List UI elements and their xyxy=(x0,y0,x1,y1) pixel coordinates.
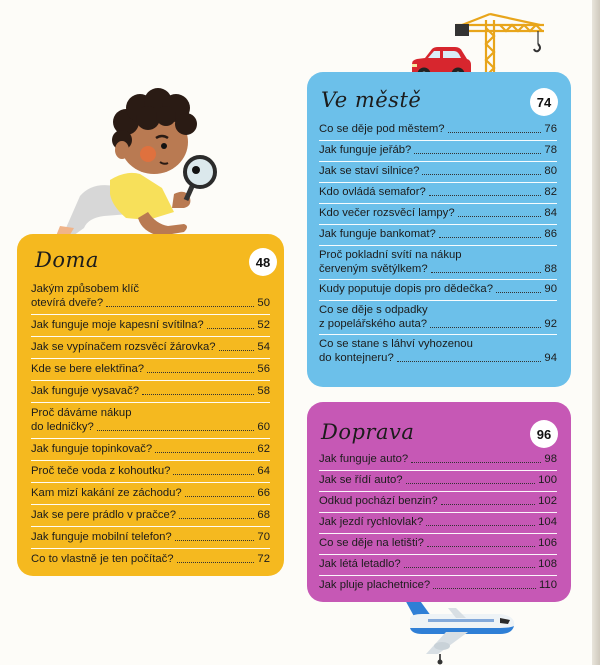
toc-item-text-line1: Jakým způsobem klíč xyxy=(31,283,139,295)
dot-leader xyxy=(177,562,255,563)
toc-item-text-line1: Co se děje s odpadky xyxy=(319,304,428,316)
dot-leader xyxy=(433,588,536,589)
toc-item-page: 54 xyxy=(257,341,270,353)
toc-item-text: Jak se staví silnice? xyxy=(319,165,420,177)
toc-item[interactable] xyxy=(31,282,270,315)
dot-leader xyxy=(207,328,255,329)
toc-item-text: Kudy poputuje dopis pro dědečka? xyxy=(319,283,493,295)
toc-item-page: 104 xyxy=(538,516,557,528)
toc-item[interactable] xyxy=(31,362,270,381)
toc-item-page: 90 xyxy=(544,283,557,295)
toc-item-text: Jak funguje topinkovač? xyxy=(31,443,153,455)
dot-leader xyxy=(427,546,535,547)
section-title: Doprava xyxy=(321,420,415,444)
section-mesto xyxy=(307,72,571,387)
section-page-badge: 96 xyxy=(530,420,558,448)
toc-item-text: Proč teče voda z kohoutku? xyxy=(31,465,171,477)
section-title: Ve městě xyxy=(321,88,422,112)
toc-item[interactable] xyxy=(31,552,270,570)
toc-item-text: Jak funguje moje kapesní svítilna? xyxy=(31,319,204,331)
toc-item-page: 72 xyxy=(257,553,270,565)
toc-item-page: 106 xyxy=(538,537,557,549)
dot-leader xyxy=(411,462,541,463)
toc-item-text: Odkud pochází benzin? xyxy=(319,495,438,507)
toc-item-text: Jak jezdí rychlovlak? xyxy=(319,516,424,528)
toc-item[interactable] xyxy=(319,143,557,162)
toc-item-text: Jak funguje vysavač? xyxy=(31,385,140,397)
toc-item-text: do ledničky? xyxy=(31,421,94,433)
toc-item-text: Jak funguje jeřáb? xyxy=(319,144,412,156)
toc-item[interactable] xyxy=(319,164,557,183)
dot-leader xyxy=(185,496,255,497)
toc-item-text: Jak funguje auto? xyxy=(319,453,409,465)
toc-item[interactable] xyxy=(319,282,557,301)
dot-leader xyxy=(429,195,542,196)
toc-item-page: 100 xyxy=(538,474,557,486)
toc-item-text: Jak se vypínačem rozsvěcí žárovka? xyxy=(31,341,216,353)
toc-item[interactable] xyxy=(319,185,557,204)
dot-leader xyxy=(147,372,254,373)
dot-leader xyxy=(430,327,541,328)
toc-item-page: 62 xyxy=(257,443,270,455)
toc-item-text: otevírá dveře? xyxy=(31,297,104,309)
toc-item[interactable] xyxy=(319,227,557,246)
toc-item-page: 80 xyxy=(544,165,557,177)
toc-item-text-line1: Co se stane s láhví vyhozenou xyxy=(319,338,473,350)
toc-item-page: 86 xyxy=(544,228,557,240)
toc-item[interactable] xyxy=(31,464,270,483)
toc-item[interactable] xyxy=(31,508,270,527)
toc-item[interactable] xyxy=(319,337,557,368)
toc-item-page: 94 xyxy=(544,352,557,364)
section-doprava xyxy=(307,402,571,602)
toc-item-text: Jak se řídí auto? xyxy=(319,474,403,486)
toc-item-page: 68 xyxy=(257,509,270,521)
toc-item-page: 50 xyxy=(257,297,270,309)
toc-item[interactable] xyxy=(319,122,557,141)
toc-item[interactable] xyxy=(31,406,270,439)
toc-item-page: 78 xyxy=(544,144,557,156)
toc-item-text: Jak se pere prádlo v pračce? xyxy=(31,509,177,521)
toc-item-text: Kam mizí kakání ze záchodu? xyxy=(31,487,182,499)
toc-item[interactable] xyxy=(319,536,557,555)
toc-item[interactable] xyxy=(319,515,557,534)
toc-item-page: 70 xyxy=(257,531,270,543)
toc-item-page: 56 xyxy=(257,363,270,375)
dot-leader xyxy=(173,474,254,475)
dot-leader xyxy=(426,525,535,526)
toc-item[interactable] xyxy=(319,473,557,492)
toc-item-text-line1: Proč pokladní svítí na nákup xyxy=(319,249,462,261)
dot-leader xyxy=(397,361,542,362)
toc-item-text: Kdo večer rozsvěcí lampy? xyxy=(319,207,455,219)
dot-leader xyxy=(142,394,254,395)
toc-item-page: 82 xyxy=(544,186,557,198)
toc-item-text-line1: Proč dáváme nákup xyxy=(31,407,132,419)
toc-item-page: 64 xyxy=(257,465,270,477)
dot-leader xyxy=(441,504,535,505)
dot-leader xyxy=(179,518,254,519)
toc-item-text: Jak funguje bankomat? xyxy=(319,228,436,240)
dot-leader xyxy=(496,292,541,293)
toc-item-text: Co to vlastně je ten počítač? xyxy=(31,553,174,565)
dot-leader xyxy=(404,567,535,568)
toc-item-text: Kdo ovládá semafor? xyxy=(319,186,426,198)
section-doma xyxy=(17,234,284,576)
toc-item[interactable] xyxy=(319,248,557,280)
dot-leader xyxy=(175,540,255,541)
toc-item-text: Co se děje na letišti? xyxy=(319,537,424,549)
toc-item[interactable] xyxy=(31,530,270,549)
toc-item-page: 76 xyxy=(544,123,557,135)
toc-item-page: 88 xyxy=(544,263,557,275)
toc-item-text: do kontejneru? xyxy=(319,352,394,364)
toc-item[interactable] xyxy=(31,384,270,403)
section-page-badge: 48 xyxy=(249,248,277,276)
dot-leader xyxy=(155,452,254,453)
toc-item-page: 102 xyxy=(538,495,557,507)
toc-item[interactable] xyxy=(31,340,270,359)
toc-item[interactable] xyxy=(319,578,557,596)
toc-item[interactable] xyxy=(319,494,557,513)
dot-leader xyxy=(97,430,255,431)
dot-leader xyxy=(448,132,542,133)
toc-item[interactable] xyxy=(319,452,557,471)
toc-item-text: Jak létá letadlo? xyxy=(319,558,401,570)
toc-item-text: z popelářského auta? xyxy=(319,318,428,330)
toc-item-page: 60 xyxy=(257,421,270,433)
dot-leader xyxy=(458,216,542,217)
dot-leader xyxy=(106,306,254,307)
toc-item-text: Jak pluje plachetnice? xyxy=(319,579,431,591)
dot-leader xyxy=(219,350,255,351)
toc-item[interactable] xyxy=(31,318,270,337)
toc-item-text: Kde se bere elektřina? xyxy=(31,363,145,375)
toc-item-page: 92 xyxy=(544,318,557,330)
section-page-badge: 74 xyxy=(530,88,558,116)
toc-item-page: 58 xyxy=(257,385,270,397)
toc-item[interactable] xyxy=(31,486,270,505)
boy-with-magnifying-glass-icon xyxy=(44,78,234,248)
dot-leader xyxy=(406,483,536,484)
toc-item[interactable] xyxy=(319,206,557,225)
toc-item-page: 110 xyxy=(538,579,557,591)
toc-item-text: Jak funguje mobilní telefon? xyxy=(31,531,172,543)
toc-item-page: 84 xyxy=(544,207,557,219)
page-edge xyxy=(592,0,600,665)
toc-item[interactable] xyxy=(319,557,557,576)
toc-item-page: 52 xyxy=(257,319,270,331)
toc-item[interactable] xyxy=(319,303,557,335)
toc-item-page: 66 xyxy=(257,487,270,499)
dot-leader xyxy=(439,237,542,238)
toc-item-text: červeným světýlkem? xyxy=(319,263,428,275)
toc-item-text: Co se děje pod městem? xyxy=(319,123,445,135)
dot-leader xyxy=(431,272,542,273)
dot-leader xyxy=(422,174,541,175)
section-title: Doma xyxy=(35,248,99,272)
toc-item[interactable] xyxy=(31,442,270,461)
dot-leader xyxy=(414,153,541,154)
toc-item-page: 108 xyxy=(538,558,557,570)
toc-item-page: 98 xyxy=(544,453,557,465)
